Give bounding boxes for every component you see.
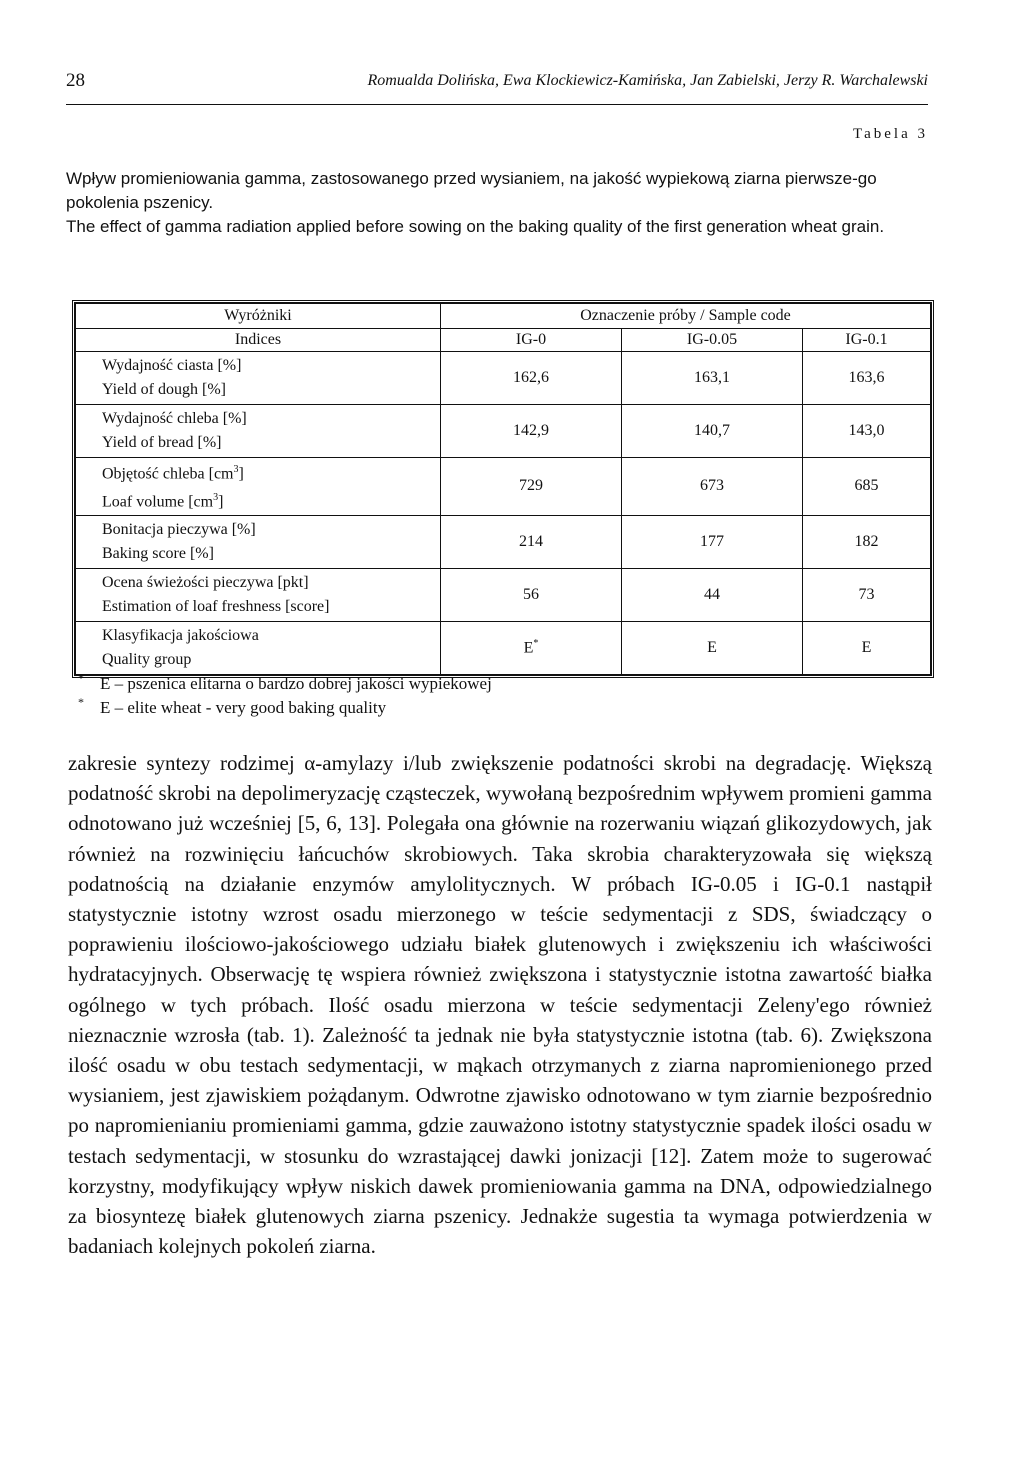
column-header: IG-0.1 (803, 329, 931, 352)
table-row (76, 568, 931, 621)
table-cell: 177 (622, 515, 803, 568)
row-label-en (102, 486, 434, 514)
row-label-pl: Wydajność chleba [%] (102, 410, 247, 427)
table-cell: 163,6 (803, 352, 931, 405)
caption-polish: Wpływ promieniowania gamma, zastosowanego przed wysianiem, na jakość wypiekową ziarna pierwsze-go pokolenia pszenicy. (66, 169, 877, 212)
row-label-en: Estimation of loaf freshness [score] (102, 597, 330, 615)
table-cell: E (622, 621, 803, 674)
column-header: IG-0 (441, 329, 622, 352)
table-cell: 140,7 (622, 405, 803, 458)
table-row (76, 352, 931, 405)
row-label-pl-text: Objętość chleba [cm (102, 465, 234, 483)
footnote-marker: * (533, 637, 539, 649)
footnote-text: E – elite wheat - very good baking quality (100, 698, 387, 717)
caption-english: The effect of gamma radiation applied before sowing on the baking quality of the first generation wheat grain. (66, 217, 885, 236)
row-label (76, 405, 441, 458)
table-cell: 729 (441, 458, 622, 516)
footnote-mark: * (78, 671, 84, 685)
footnote-text: E – pszenica elitarna o bardzo dobrej jakości wypiekowej (100, 674, 492, 693)
table-cell: E (803, 621, 931, 674)
bracket-close: ] (218, 493, 224, 511)
superscript: 3 (233, 464, 239, 475)
running-head-authors: Romualda Dolińska, Ewa Klockiewicz-Kamińska, Jan Zabielski, Jerzy R. Warchalewski (367, 72, 928, 89)
row-label (76, 352, 441, 405)
superscript: 3 (213, 492, 219, 504)
footnote (78, 672, 492, 696)
row-label (76, 458, 441, 516)
table-cell: 143,0 (803, 405, 931, 458)
row-label-en: Quality group (102, 650, 192, 668)
table-cell: 162,6 (441, 352, 622, 405)
table-cell: 182 (803, 515, 931, 568)
body-paragraph (68, 748, 932, 1261)
table-caption (66, 167, 932, 239)
table-cell: 163,1 (622, 352, 803, 405)
table-cell: 44 (622, 568, 803, 621)
results-table-frame (72, 300, 934, 678)
table-label: Tabela 3 (852, 126, 928, 142)
row-label-en: Yield of dough [%] (102, 381, 226, 398)
row-label (76, 515, 441, 568)
table-cell: 673 (622, 458, 803, 516)
row-label-pl: Klasyfikacja jakościowa (102, 626, 259, 644)
page-header (66, 70, 928, 105)
table-cell: 214 (441, 515, 622, 568)
row-label-pl: Bonitacja pieczywa [%] (102, 520, 256, 538)
table-cell (441, 621, 622, 674)
table-subheader-row (76, 329, 931, 352)
column-header: IG-0.05 (622, 329, 803, 352)
footnote-mark: * (78, 695, 84, 709)
table-cell: 685 (803, 458, 931, 516)
table-header-row (76, 304, 931, 329)
indices-header-pl: Wyróżniki (76, 304, 441, 329)
paragraph-text: zakresie syntezy rodzimej α-amylazy i/lub zwiększenie podatności skrobi na degradację. Większą podatność skrobi na depolimeryzację cząsteczek, wywołaną bezpośrednim wpływem promieni gamma odnotowano już wcześniej [5, 6, 13]. Polegała ona głównie na rozerwaniu wiązań glikozydowych, jak również na rozwinięciu łańcuchów skrobiowych. Taka skrobia charakteryzowała się większą podatnością na działanie enzymów amylolitycznych. W próbach IG-0.05 i IG-0.1 nastąpił statystycznie istotny wzrost osadu mierzonego w teście sedymentacji z SDS, świadczący o poprawieniu ilościowo-jakościowego udziału białek glutenowych i zwiększeniu ich właściwości hydratacyjnych. Obserwację tę wspiera również zwiększona i statystycznie istotna zawartość białka ogólnego w tych próbach. Ilość osadu mierzona w teście sedymentacji Zeleny'ego również nieznacznie wzrosła (tab. 1). Zależność ta jednak nie była statystycznie istotna (tab. 6). Zwiększona ilość osadu w obu testach sedymentacji, w mąkach otrzymanych z ziarna napromienionego przed wysianiem, jest zjawiskiem pożądanym. Odwrotne zjawisko odnotowano w tym ziarnie bezpośrednio po napromienianiu promieniami gamma, gdzie zauważono istotny statystycznie spadek ilości osadu w testach sedymentacji, w stosunku do wzrastającej dawki jonizacji [12]. Zatem może to sugerować korzystny, modyfikujący wpływ niskich dawek promieniowania gamma na DNA, odpowiedzialnego za biosyntezę białek glutenowych ziarna pszenicy. Jednakże sugestia ta wymaga potwierdzenia w badaniach kolejnych pokoleń ziarna. (68, 751, 932, 1259)
bracket-close: ] (238, 465, 244, 483)
row-label-en: Baking score [%] (102, 544, 214, 562)
table-row (76, 515, 931, 568)
table-footnotes (78, 672, 492, 720)
table-cell: 142,9 (441, 405, 622, 458)
page-number: 28 (66, 70, 85, 91)
sample-code-header: Oznaczenie próby / Sample code (441, 304, 931, 329)
footnote (78, 696, 492, 720)
table-cell: 73 (803, 568, 931, 621)
row-label-en-text: Loaf volume [cm (102, 493, 214, 511)
table-row (76, 621, 931, 674)
results-table (75, 303, 931, 675)
row-label (76, 621, 441, 674)
table-cell: 56 (441, 568, 622, 621)
row-label-en: Yield of bread [%] (102, 434, 222, 451)
row-label (76, 568, 441, 621)
indices-header-en: Indices (76, 329, 441, 352)
table-row (76, 458, 931, 516)
quality-value: E (523, 639, 534, 657)
table-row (76, 405, 931, 458)
row-label-pl: Ocena świeżości pieczywa [pkt] (102, 573, 309, 591)
row-label-pl: Wydajność ciasta [%] (102, 357, 242, 374)
row-label-pl (102, 458, 434, 486)
